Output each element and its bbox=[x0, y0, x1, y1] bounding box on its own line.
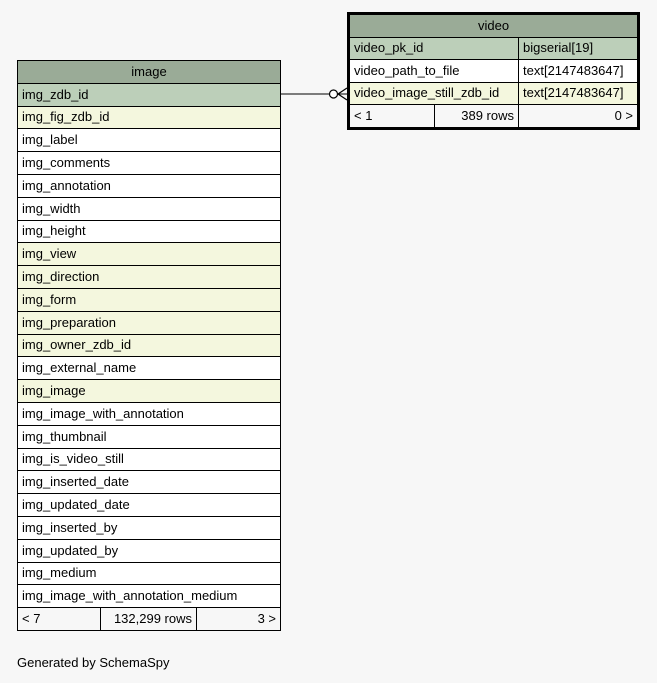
column-type: bigserial[19] bbox=[519, 37, 639, 60]
children-count[interactable]: 0 > bbox=[519, 105, 639, 129]
column-name[interactable]: img_zdb_id bbox=[18, 83, 281, 106]
zero-optional-marker bbox=[330, 90, 338, 98]
column-name[interactable]: img_fig_zdb_id bbox=[18, 106, 281, 129]
column-name[interactable]: img_direction bbox=[18, 266, 281, 289]
column-name[interactable]: img_thumbnail bbox=[18, 425, 281, 448]
column-name[interactable]: img_form bbox=[18, 288, 281, 311]
column-name[interactable]: video_path_to_file bbox=[349, 60, 519, 83]
column-type: text[2147483647] bbox=[519, 82, 639, 105]
column-name[interactable]: img_image_with_annotation bbox=[18, 402, 281, 425]
row-count: 132,299 rows bbox=[101, 608, 197, 631]
row-count: 389 rows bbox=[435, 105, 519, 129]
column-type: text[2147483647] bbox=[519, 60, 639, 83]
column-name[interactable]: img_is_video_still bbox=[18, 448, 281, 471]
crowfoot-upper bbox=[338, 88, 347, 94]
column-name[interactable]: img_inserted_date bbox=[18, 471, 281, 494]
column-name[interactable]: img_width bbox=[18, 197, 281, 220]
column-name[interactable]: img_inserted_by bbox=[18, 516, 281, 539]
column-name[interactable]: img_comments bbox=[18, 152, 281, 175]
video-table-title[interactable]: video bbox=[349, 14, 639, 38]
column-name[interactable]: img_image bbox=[18, 380, 281, 403]
column-name[interactable]: img_preparation bbox=[18, 311, 281, 334]
parents-count[interactable]: < 1 bbox=[349, 105, 435, 129]
children-count[interactable]: 3 > bbox=[197, 608, 281, 631]
generated-by-label: Generated by SchemaSpy bbox=[17, 655, 170, 670]
column-name[interactable]: img_image_with_annotation_medium bbox=[18, 585, 281, 608]
column-name[interactable]: img_view bbox=[18, 243, 281, 266]
column-name[interactable]: img_external_name bbox=[18, 357, 281, 380]
column-name[interactable]: img_updated_date bbox=[18, 494, 281, 517]
image-table-title[interactable]: image bbox=[18, 61, 281, 84]
column-name[interactable]: img_updated_by bbox=[18, 539, 281, 562]
column-name[interactable]: video_pk_id bbox=[349, 37, 519, 60]
column-name[interactable]: video_image_still_zdb_id bbox=[349, 82, 519, 105]
column-name[interactable]: img_label bbox=[18, 129, 281, 152]
column-name[interactable]: img_medium bbox=[18, 562, 281, 585]
column-name[interactable]: img_owner_zdb_id bbox=[18, 334, 281, 357]
column-name[interactable]: img_annotation bbox=[18, 174, 281, 197]
parents-count[interactable]: < 7 bbox=[18, 608, 101, 631]
column-name[interactable]: img_height bbox=[18, 220, 281, 243]
crowfoot-lower bbox=[338, 94, 347, 100]
